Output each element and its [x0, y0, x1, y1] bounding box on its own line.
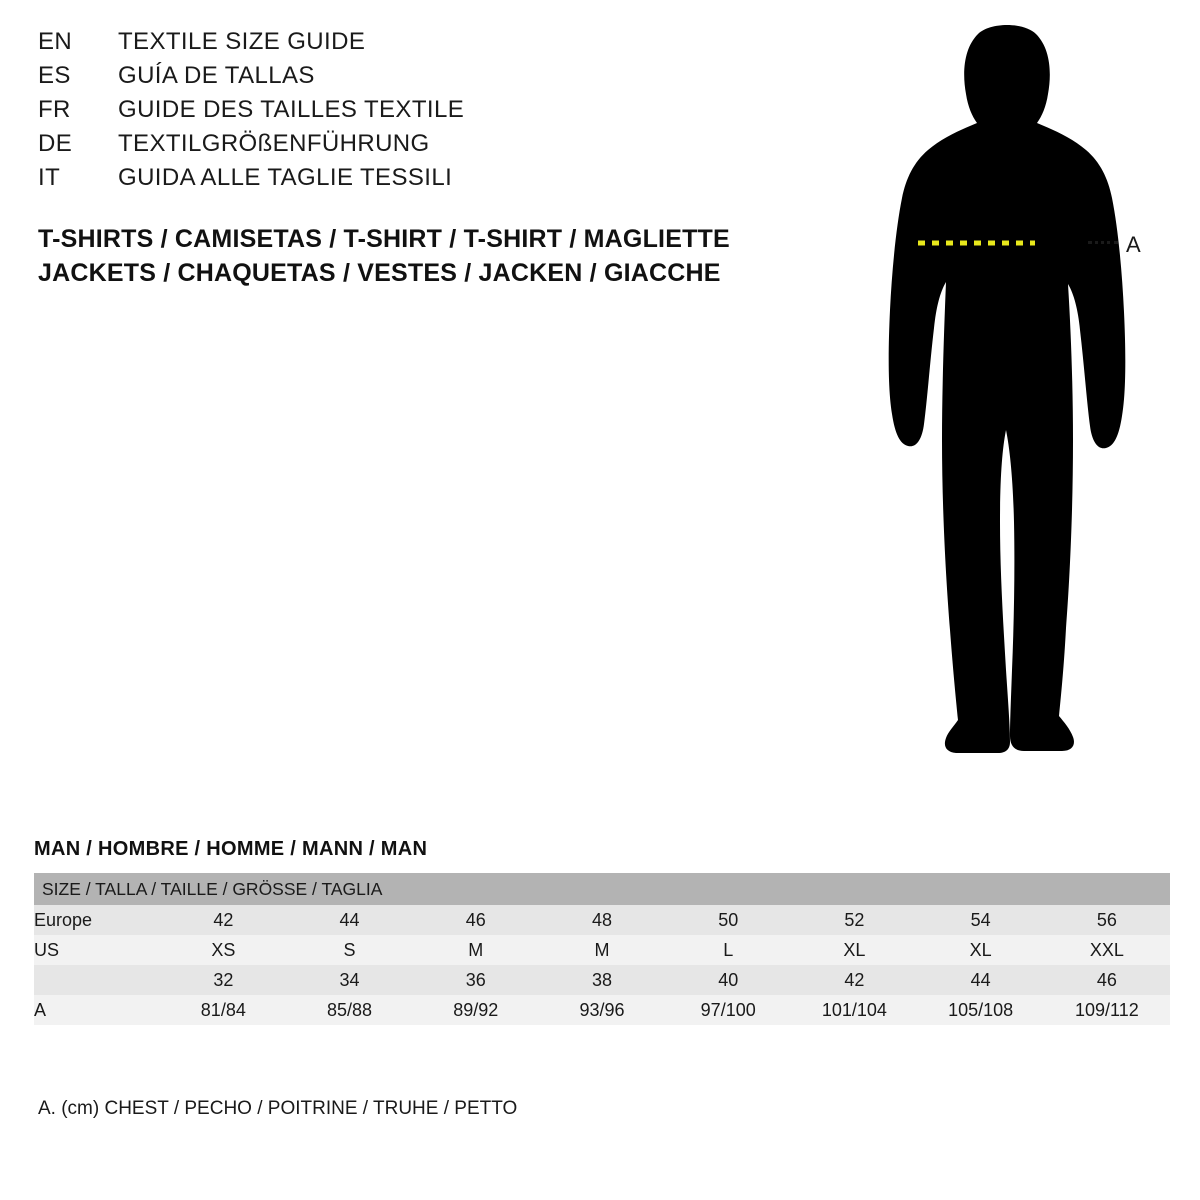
table-header-row	[34, 873, 1170, 905]
cell-numeric-6: 44	[918, 965, 1044, 995]
garment-type-tshirts: T-SHIRTS / CAMISETAS / T-SHIRT / T-SHIRT / MAGLIETTE	[38, 225, 730, 253]
cell-numeric-5: 42	[791, 965, 917, 995]
size-table	[34, 873, 1170, 1025]
measure-leader-line	[1088, 241, 1118, 244]
table-row	[34, 935, 1170, 965]
language-row	[38, 28, 758, 62]
table-row	[34, 965, 1170, 995]
cell-numeric-1: 34	[286, 965, 412, 995]
cell-a-5: 101/104	[791, 995, 917, 1025]
cell-numeric-3: 38	[539, 965, 665, 995]
cell-us-3: M	[539, 935, 665, 965]
row-label-a: A	[34, 995, 160, 1025]
garment-type-jackets: JACKETS / CHAQUETAS / VESTES / JACKEN / GIACCHE	[38, 259, 721, 287]
language-code: IT	[38, 164, 61, 191]
cell-a-4: 97/100	[665, 995, 791, 1025]
cell-europe-0: 42	[160, 905, 286, 935]
cell-a-2: 89/92	[413, 995, 539, 1025]
cell-a-7: 109/112	[1044, 995, 1170, 1025]
measure-label-a: A	[1126, 232, 1141, 257]
language-title: TEXTILE SIZE GUIDE	[118, 28, 366, 55]
cell-us-1: S	[286, 935, 412, 965]
cell-numeric-2: 36	[413, 965, 539, 995]
table-row	[34, 995, 1170, 1025]
language-row	[38, 96, 758, 130]
cell-numeric-0: 32	[160, 965, 286, 995]
language-code: FR	[38, 96, 71, 123]
language-row	[38, 62, 758, 96]
cell-europe-2: 46	[413, 905, 539, 935]
body-figure	[830, 10, 1170, 800]
cell-europe-3: 48	[539, 905, 665, 935]
row-label-us: US	[34, 935, 160, 965]
language-row	[38, 130, 758, 164]
language-title: TEXTILGRÖßENFÜHRUNG	[118, 130, 430, 157]
size-table-section	[34, 838, 1170, 1025]
cell-europe-5: 52	[791, 905, 917, 935]
cell-a-0: 81/84	[160, 995, 286, 1025]
cell-us-7: XXL	[1044, 935, 1170, 965]
row-label-europe: Europe	[34, 905, 160, 935]
language-title: GUIDA ALLE TAGLIE TESSILI	[118, 164, 453, 191]
row-label-numeric	[34, 965, 160, 995]
male-silhouette-icon	[830, 10, 1170, 800]
garment-type-list	[38, 222, 798, 290]
cell-europe-6: 54	[918, 905, 1044, 935]
cell-a-6: 105/108	[918, 995, 1044, 1025]
table-header-label: SIZE / TALLA / TAILLE / GRÖSSE / TAGLIA	[34, 873, 1170, 905]
language-code: DE	[38, 130, 73, 157]
cell-us-5: XL	[791, 935, 917, 965]
cell-a-3: 93/96	[539, 995, 665, 1025]
table-group-title: MAN / HOMBRE / HOMME / MANN / MAN	[34, 838, 428, 860]
language-code: EN	[38, 28, 73, 55]
language-code: ES	[38, 62, 71, 89]
language-title: GUÍA DE TALLAS	[118, 62, 315, 89]
cell-numeric-4: 40	[665, 965, 791, 995]
table-row	[34, 905, 1170, 935]
language-title-list	[38, 28, 758, 198]
cell-numeric-7: 46	[1044, 965, 1170, 995]
cell-europe-4: 50	[665, 905, 791, 935]
cell-us-6: XL	[918, 935, 1044, 965]
cell-us-0: XS	[160, 935, 286, 965]
cell-europe-1: 44	[286, 905, 412, 935]
cell-us-2: M	[413, 935, 539, 965]
language-title: GUIDE DES TAILLES TEXTILE	[118, 96, 465, 123]
cell-europe-7: 56	[1044, 905, 1170, 935]
cell-a-1: 85/88	[286, 995, 412, 1025]
cell-us-4: L	[665, 935, 791, 965]
footnote-chest: A. (cm) CHEST / PECHO / POITRINE / TRUHE / PETTO	[38, 1098, 518, 1119]
language-row	[38, 164, 758, 198]
